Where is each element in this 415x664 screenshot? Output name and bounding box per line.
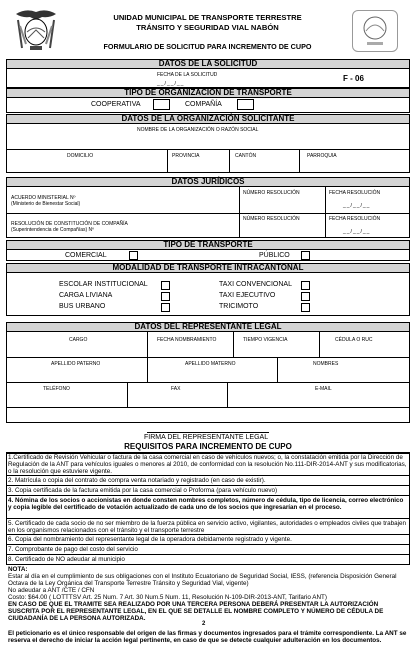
publico-label: PÚBLICO (259, 252, 290, 259)
section-tipo-transporte-title: TIPO DE TRANSPORTE (6, 240, 410, 250)
email-label: E-MAIL (315, 386, 332, 392)
col-divider (277, 357, 278, 382)
numero-resolucion-label-2: NÚMERO RESOLUCIÓN (243, 216, 300, 222)
requisito-6: 6. Copia del nombramiento del representante legal de la operadora debidamente registrado y vigente. (6, 536, 410, 545)
requisito-4: 4. Nómina de los socios o accionistas en donde consten nombres completos, número de cédula, tipo de licencia, correo electrónico y copia legible del certificado de votación actualizado de cada uno de los socios que ingresarían en el proceso. (6, 497, 410, 519)
form-title: FORMULARIO DE SOLICITUD PARA INCREMENTO DE CUPO (103, 42, 312, 51)
tipo-org-box (6, 97, 410, 113)
col-divider (167, 149, 168, 173)
resolucion-sub-label: (Superintendencia de Compañías) Nº (11, 227, 94, 233)
taxi-convencional-checkbox[interactable] (301, 281, 310, 290)
cooperativa-checkbox[interactable] (153, 99, 170, 110)
compania-label: COMPAÑÍA (185, 101, 222, 108)
section-modalidad-title: MODALIDAD DE TRANSPORTE INTRACANTONAL (6, 263, 410, 273)
section-requisitos-title: REQUISITOS PARA INCREMENTO DE CUPO (6, 443, 410, 453)
publico-checkbox[interactable] (301, 251, 310, 260)
form-code: F - 06 (343, 74, 364, 83)
nota-label: NOTA: (8, 566, 28, 573)
header-line-2: TRÁNSITO Y SEGURIDAD VIAL NABÓN (136, 23, 279, 32)
col-divider (299, 149, 300, 173)
cooperativa-label: COOPERATIVA (91, 101, 141, 108)
representante-box (6, 331, 410, 423)
col-divider (319, 332, 320, 357)
parroquia-label: PARROQUIA (307, 153, 337, 159)
firma-label: FIRMA DEL REPRESENTANTE LEGAL (144, 434, 269, 441)
fecha-solicitud-label: FECHA DE LA SOLICITUD (157, 72, 218, 78)
row-divider (7, 382, 409, 383)
firma-line[interactable] (147, 432, 269, 433)
section-tipo-org-title: TIPO DE ORGANIZACIÓN DE TRANSPORTE (6, 88, 410, 98)
modalidad-left-3-label: BUS URBANO (59, 303, 106, 310)
modalidad-box (6, 272, 410, 316)
fecha-resolucion-field-2[interactable]: __/__/__ (343, 229, 371, 235)
col-divider (147, 332, 148, 357)
modalidad-right-2-label: TAXI EJECUTIVO (219, 292, 276, 299)
modalidad-right-1-label: TAXI CONVENCIONAL (219, 281, 292, 288)
acuerdo-label: ACUERDO MINISTERIAL Nº (11, 195, 76, 201)
cedula-label: CÉDULA O RUC (335, 337, 373, 343)
bus-urbano-checkbox[interactable] (161, 303, 170, 312)
carga-liviana-checkbox[interactable] (161, 292, 170, 301)
numero-resolucion-label-1: NÚMERO RESOLUCIÓN (243, 190, 300, 196)
requisito-3: 3. Copia certificada de la factura emitida por la casa comercial o Proforma (para vehículo nuevo) (6, 487, 410, 496)
col-divider (127, 382, 128, 407)
modalidad-left-1-label: ESCOLAR INSTITUCIONAL (59, 281, 148, 288)
tipo-transporte-box (6, 249, 410, 261)
modalidad-left-2-label: CARGA LIVIANA (59, 292, 113, 299)
nombres-label: NOMBRES (313, 361, 339, 367)
fecha-resolucion-label-2: FECHA RESOLUCIÓN (329, 216, 381, 222)
domicilio-label: DOMICILIO (67, 153, 94, 159)
org-solicitante-box (6, 123, 410, 173)
requisito-1: 1.Certificado de Revisión Vehicular o factura de la casa comercial en caso de vehículos nuevos; o, la constatación emitida por la Dirección de Regulación de la ANT para vehículos iguales o menores al 2010, de conformidad con la resolución No.111-DIR-2014-ANT y sus modificatorias, o la resolución que estuviere vigente. (6, 454, 410, 476)
requisito-8: 8. Certificado de NO adeudar al municipio (8, 556, 125, 563)
comercial-label: COMERCIAL (65, 252, 107, 259)
tiempo-vigencia-label: TIEMPO VIGENCIA (243, 337, 288, 343)
col-divider (229, 149, 230, 173)
nota-line-1: Estar al día en el cumplimiento de sus obligaciones con el Instituto Ecuatoriano de Seguridad Social, IESS, (referencia Disposición General Octava de la Ley Orgánica del Transporte Terrestre Tránsito y Seguridad Vial, vigente) (8, 573, 397, 587)
telefono-label: TELÉFONO (43, 386, 70, 392)
fecha-solicitud-field[interactable]: __/__/__ (157, 81, 185, 87)
col-divider (233, 332, 234, 357)
page-number: 2 (202, 621, 206, 627)
comercial-checkbox[interactable] (129, 251, 138, 260)
solicitud-box (6, 68, 410, 88)
requisito-5: 5. Certificado de cada socio de no ser miembro de la fuerza pública en servicio activo, vigilantes, autoridades o empleados civiles que trabajen en los organismos relacionados con el tránsito y el transporte terrestre (6, 520, 410, 535)
fecha-nombramiento-label: FECHA NOMBRAMIENTO (157, 337, 217, 343)
canton-label: CANTÓN (235, 153, 257, 159)
nota-warning: EN CASO DE QUE EL TRAMITE SEA REALIZADO POR UNA TERCERA PERSONA DEBERÁ PRESENTAR LA AUTORIZACIÓN SUSCRITA POR EL REPRESENTANTE LEGAL, EN EL QUE SE DETALLE EL NOMBRE COMPLETO Y NÚMERO DE CÉDULA DE CIUDADANÍA DE LA PERSONA AUTORIZADA. (8, 601, 384, 623)
fecha-resolucion-field-1[interactable]: __/__/__ (343, 203, 371, 209)
section-juridicos-title: DATOS JURÍDICOS (6, 177, 410, 187)
nota-line-3: Costo: $64.00 ( LOTTTSV Art. 25 Num. 7 Art. 30 Num.5 Num. 11, Resolución N-109-DIR-2013-ANT, Tarifario ANT) (8, 594, 327, 601)
col-divider (147, 357, 148, 382)
header-line-1: UNIDAD MUNICIPAL DE TRANSPORTE TERRESTRE (113, 13, 302, 22)
taxi-ejecutivo-checkbox[interactable] (301, 292, 310, 301)
row-divider (7, 357, 409, 358)
section-org-solicitante-title: DATOS DE LA ORGANIZACIÓN SOLICITANTE (6, 114, 410, 124)
apellido-paterno-label: APELLIDO PATERNO (51, 361, 101, 367)
nombre-org-label: NOMBRE DE LA ORGANIZACIÓN O RAZÓN SOCIAL (137, 127, 259, 133)
resolucion-label: RESOLUCIÓN DE CONSTITUCIÓN DE COMPAÑÍA (11, 221, 128, 227)
juridicos-box (6, 186, 410, 238)
row-divider (7, 213, 409, 214)
fax-label: FAX (171, 386, 181, 392)
tricimoto-checkbox[interactable] (301, 303, 310, 312)
col-divider (227, 382, 228, 407)
apellido-materno-label: APELLIDO MATERNO (185, 361, 236, 367)
ecuador-coat-of-arms-icon (12, 6, 60, 52)
section-solicitud-title: DATOS DE LA SOLICITUD (6, 59, 410, 69)
row-divider (7, 149, 409, 150)
section-representante-title: DATOS DEL REPRESENTANTE LEGAL (6, 322, 410, 332)
requisito-2: 2. Matrícula o copia del contrato de compra venta notariado y registrado (en caso de existir). (6, 477, 410, 486)
col-divider (239, 187, 240, 237)
fecha-resolucion-label-1: FECHA RESOLUCIÓN (329, 190, 381, 196)
cargo-label: CARGO (69, 337, 88, 343)
modalidad-right-3-label: TRICIMOTO (219, 303, 259, 310)
row-divider (7, 407, 409, 408)
nota-line-2: No adeudar a ANT /CTE / CFN (8, 587, 95, 594)
escolar-checkbox[interactable] (161, 281, 170, 290)
provincia-label: PROVINCIA (172, 153, 200, 159)
col-divider (325, 187, 326, 237)
acuerdo-sub-label: (Ministerio de Bienestar Social) (11, 201, 81, 207)
requisito-7: 7. Comprobante de pago del costo del servicio (6, 546, 410, 555)
nota-final: El peticionario es el único responsable del origen de las firmas y documentos ingresados para el trámite correspondiente. La ANT se reserva el derecho de iniciar la acción legal pertinente, en caso de que se detecte cualquier adulteración en los documentos. (8, 630, 407, 645)
compania-checkbox[interactable] (237, 99, 254, 110)
municipal-seal-icon (352, 10, 398, 52)
